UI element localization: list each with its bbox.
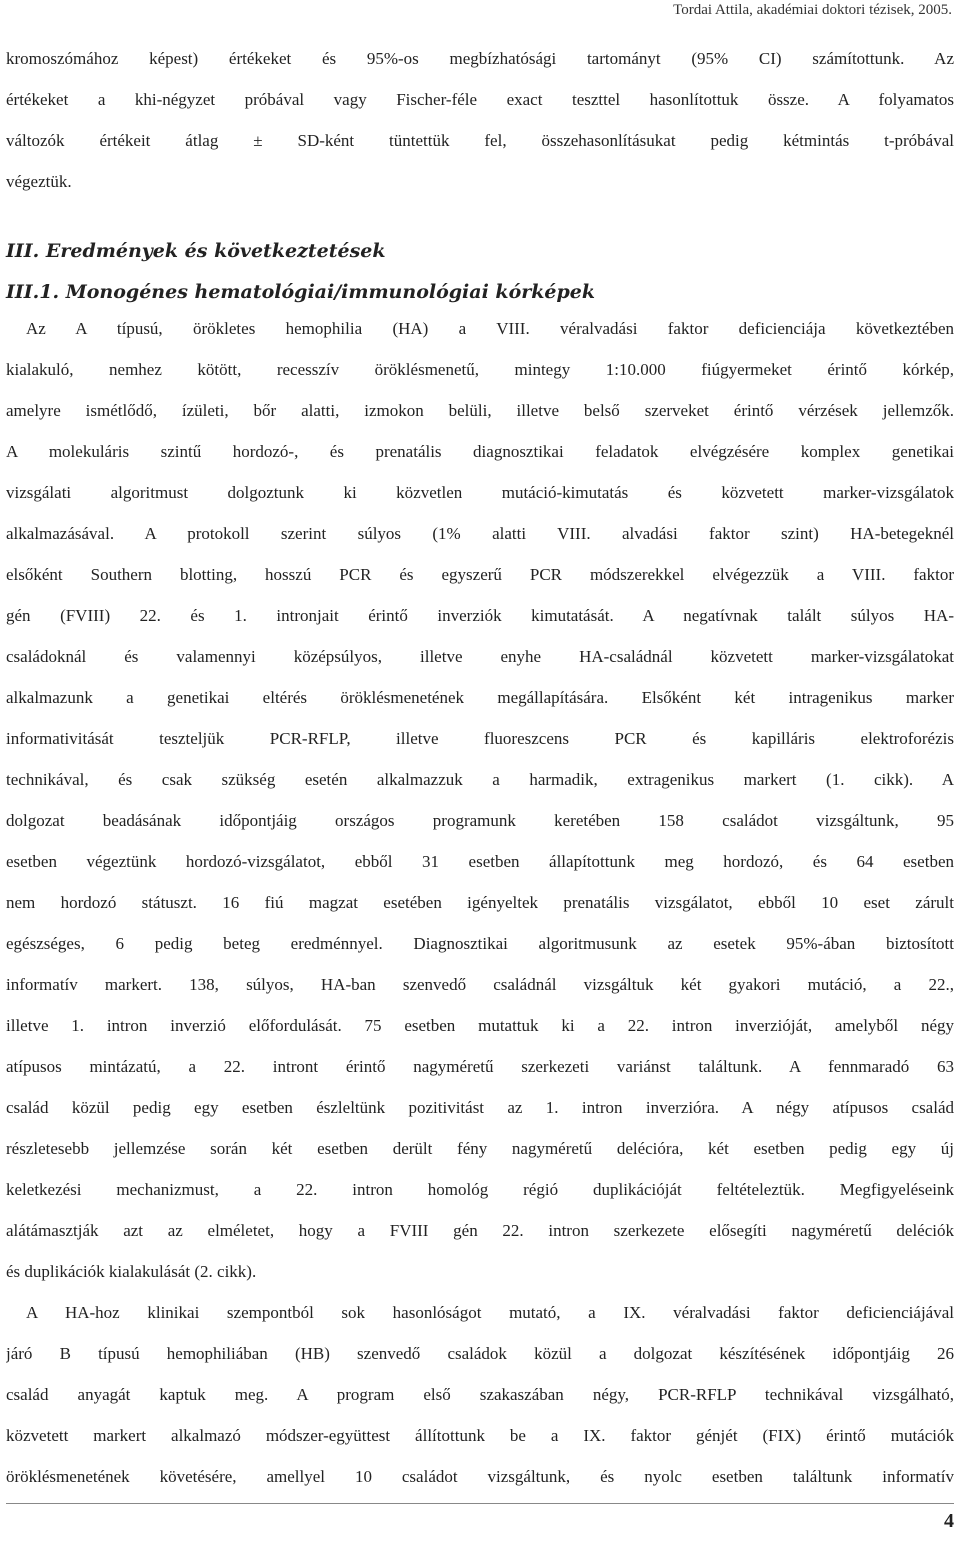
text-line: egészséges, 6 pedig beteg eredménnyel. Diagnosztikai algoritmusunk az esetek 95%-ában biztosított: [6, 934, 954, 953]
text-line: illetve 1. intron inverzió előfordulását. 75 esetben mutattuk ki a 22. intron inverzióját, amelyből négy: [6, 1016, 954, 1035]
text-line: és duplikációk kialakulását (2. cikk).: [6, 1262, 257, 1281]
text-line: alátámasztják azt az elméletet, hogy a FVIII gén 22. intron szerkezete elősegíti nagyméretű deléciók: [6, 1221, 954, 1240]
subsection-heading: III.1. Monogénes hematológiai/immunológiai kórképek: [6, 281, 596, 303]
text-line: kromoszómához képest) értékeket és 95%-os megbízhatósági tartományt (95% CI) számítottunk. Az: [6, 49, 954, 68]
text-line: technikával, és csak szükség esetén alkalmazzuk a harmadik, extragenikus markert (1. cikk). A: [6, 770, 954, 789]
text-line: amelyre ismétlődő, ízületi, bőr alatti, izmokon belüli, illetve belső szerveket érintő vérzések jellemzők.: [6, 401, 954, 420]
text-line: keletkezési mechanizmust, a 22. intron homológ régió duplikációját feltételeztük. Megfigyeléseink: [6, 1180, 954, 1199]
text-line: családoknál és valamennyi középsúlyos, illetve enyhe HA-családnál közvetett marker-vizsgálatokat: [6, 647, 954, 666]
footer-divider: [6, 1503, 954, 1504]
intro-paragraph: [6, 38, 954, 202]
paragraph-hemophilia-b: [6, 1292, 954, 1497]
text-line: atípusos mintázatú, a 22. intront érintő nagyméretű szerkezeti variánst találtunk. A fennmaradó 63: [6, 1057, 954, 1076]
text-line: öröklésmenetének követésére, amellyel 10 családot vizsgáltunk, és nyolc esetben találtunk informatív: [6, 1467, 954, 1486]
text-line: A molekuláris szintű hordozó-, és prenatális diagnosztikai feladatok elvégzésére komplex genetikai: [6, 442, 954, 461]
text-line: alkalmazásával. A protokoll szerint súlyos (1% alatti VIII. alvadási faktor szint) HA-betegeknél: [6, 524, 954, 543]
text-line: elsőként Southern blotting, hosszú PCR és egyszerű PCR módszerekkel elvégezzük a VIII. faktor: [6, 565, 954, 584]
text-line: A HA-hoz klinikai szempontból sok hasonlóságot mutató, a IX. véralvadási faktor deficienciájával: [26, 1303, 954, 1322]
page-number: 4: [944, 1510, 954, 1532]
text-line: család anyagát kaptuk meg. A program első szakaszában négy, PCR-RFLP technikával vizsgálható,: [6, 1385, 954, 1404]
text-line: esetben végeztünk hordozó-vizsgálatot, ebből 31 esetben állapítottunk meg hordozó, és 64 esetben: [6, 852, 954, 871]
text-line: vizsgálati algoritmust dolgoztunk ki közvetlen mutáció-kimutatás és közvetett marker-vizsgálatok: [6, 483, 954, 502]
text-line: gén (FVIII) 22. és 1. intronjait érintő inverziók kimutatását. A negatívnak talált súlyos HA-: [6, 606, 954, 625]
section-heading: III. Eredmények és következtetések: [6, 240, 386, 262]
text-line: kialakuló, nemhez kötött, recesszív öröklésmenetű, mintegy 1:10.000 fiúgyermeket érintő kórkép,: [6, 360, 954, 379]
text-line: járó B típusú hemophiliában (HB) szenvedő családok közül a dolgozat készítésének időpontjáig 26: [6, 1344, 954, 1363]
text-line: nem hordozó státuszt. 16 fiú magzat esetében igényeltek prenatális vizsgálatot, ebből 10 eset zárult: [6, 893, 954, 912]
text-line: közvetett markert alkalmazó módszer-együttest állítottunk be a IX. faktor génjét (FIX) érintő mutációk: [6, 1426, 954, 1445]
text-line: Az A típusú, örökletes hemophilia (HA) a VIII. véralvadási faktor deficienciája következtében: [26, 319, 954, 338]
text-line: informatív markert. 138, súlyos, HA-ban szenvedő családnál vizsgáltuk két gyakori mutáció, a 22.,: [6, 975, 954, 994]
text-line: család közül pedig egy esetben észleltünk pozitivitást az 1. intron inverzióra. A négy atípusos család: [6, 1098, 954, 1117]
paragraph-hemophilia-a: [6, 308, 954, 1292]
running-header: Tordai Attila, akadémiai doktori tézisek, 2005.: [673, 2, 952, 18]
text-line: részletesebb jellemzése során két esetben derült fény nagyméretű delécióra, két esetben pedig egy új: [6, 1139, 954, 1158]
text-line: dolgozat beadásának időpontjáig országos programunk keretében 158 családot vizsgáltunk, 95: [6, 811, 954, 830]
text-line: változók értékeit átlag ± SD-ként tüntettük fel, összehasonlításukat pedig kétmintás t-próbával: [6, 131, 954, 150]
text-line: informativitását teszteljük PCR-RFLP, illetve fluoreszcens PCR és kapilláris elektroforézis: [6, 729, 954, 748]
text-line: értékeket a khi-négyzet próbával vagy Fischer-féle exact teszttel hasonlítottuk össze. A folyamatos: [6, 90, 954, 109]
text-line: végeztük.: [6, 172, 72, 191]
text-line: alkalmazunk a genetikai eltérés öröklésmenetének megállapítására. Elsőként két intragenikus marker: [6, 688, 954, 707]
